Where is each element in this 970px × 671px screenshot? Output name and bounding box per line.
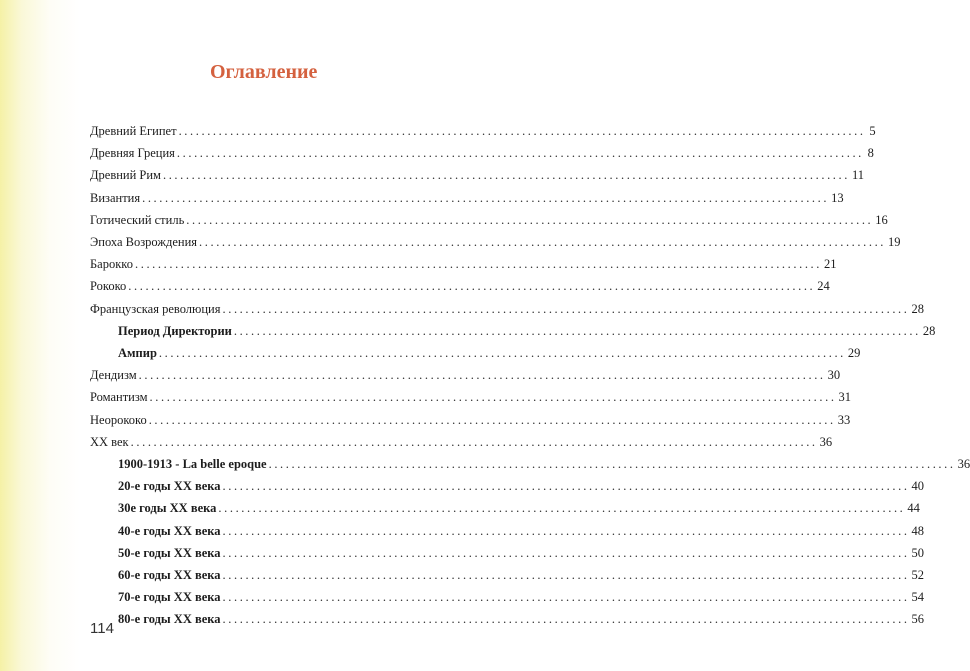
- toc-entry-page: 54: [911, 590, 925, 605]
- toc-entry-label: 40-е годы XX века: [118, 523, 221, 538]
- toc-entry-label: Древний Египет: [90, 124, 177, 138]
- toc-subentry: [118, 498, 920, 518]
- toc-entry-page: 21: [824, 257, 837, 272]
- toc-entry-page: 31: [838, 390, 852, 405]
- leader-dots: ........................................................................................................................: [222, 612, 910, 627]
- toc-subentry: [118, 543, 925, 563]
- toc-entry-label: 30е годы XX века: [118, 501, 217, 516]
- toc-entry-label: Готический стиль: [90, 212, 185, 227]
- leader-dots: ........................................................................................................................: [199, 235, 887, 249]
- toc-entry-label: Древняя Греция: [90, 146, 175, 161]
- toc-entry-label: Рококо: [90, 279, 127, 294]
- toc-entry-page: 36: [957, 457, 970, 471]
- toc-entry-label: Древний Рим: [90, 168, 161, 183]
- leader-dots: ........................................................................................................................: [128, 279, 816, 294]
- toc-entry: [90, 165, 865, 185]
- toc-entry-label: Романтизм: [90, 390, 148, 405]
- toc-entry-page: 24: [817, 279, 830, 294]
- toc-subentry: [118, 454, 970, 474]
- toc-entry-label: Барокко: [90, 257, 133, 272]
- leader-dots: ........................................................................................................................: [148, 412, 836, 427]
- toc-entry-label: Византия: [90, 190, 141, 205]
- toc-subentry: [118, 521, 925, 541]
- leader-dots: ........................................................................................................................: [158, 346, 846, 360]
- toc-entry-page: 44: [907, 501, 920, 516]
- leader-dots: ........................................................................................................................: [176, 146, 864, 161]
- toc-entry: [90, 232, 901, 252]
- toc-entry-label: Эпоха Возрождения: [90, 235, 198, 249]
- toc-entry-page: 40: [911, 479, 925, 494]
- toc-subentry: [118, 321, 936, 341]
- leader-dots: ........................................................................................................................: [142, 190, 830, 205]
- leader-dots: ........................................................................................................................: [222, 301, 910, 316]
- toc-subentry: [118, 587, 925, 607]
- toc-entry-page: 5: [869, 124, 876, 138]
- toc-entry: [90, 143, 874, 163]
- toc-entry-label: 1900-1913 - La belle epoque: [118, 457, 267, 471]
- toc-entry-label: 70-е годы XX века: [118, 590, 221, 605]
- toc-entry: [90, 432, 833, 452]
- toc-entry-page: 30: [827, 368, 841, 383]
- toc-entry: [90, 387, 852, 407]
- leader-dots: ........................................................................................................................: [268, 457, 956, 471]
- leader-dots: ........................................................................................................................: [130, 434, 818, 449]
- leader-dots: ........................................................................................................................: [222, 523, 910, 538]
- toc-subentry: [118, 476, 925, 496]
- toc-entry-page: 13: [831, 190, 844, 205]
- toc-subentry: [118, 609, 925, 629]
- toc-entry-label: XX век: [90, 434, 129, 449]
- leader-dots: ........................................................................................................................: [178, 124, 866, 138]
- leader-dots: ........................................................................................................................: [222, 590, 910, 605]
- leader-dots: ........................................................................................................................: [162, 168, 850, 183]
- leader-dots: ........................................................................................................................: [222, 568, 910, 582]
- toc-entry-label: Период Директории: [118, 323, 232, 338]
- toc-entry-page: 56: [911, 612, 925, 627]
- toc-entry: [90, 188, 844, 208]
- toc-subentry: [118, 343, 861, 363]
- leader-dots: ........................................................................................................................: [222, 479, 910, 494]
- leader-dots: ........................................................................................................................: [138, 368, 826, 383]
- toc-entry-label: Дендизм: [90, 368, 137, 383]
- toc-entry-page: 19: [888, 235, 901, 249]
- toc-entry-page: 52: [911, 568, 925, 582]
- toc-entry: [90, 276, 830, 296]
- leader-dots: ........................................................................................................................: [149, 390, 837, 405]
- toc-entry-page: 28: [922, 323, 936, 338]
- toc-entry-label: 20-е годы XX века: [118, 479, 221, 494]
- toc-entry-page: 50: [911, 545, 925, 560]
- leader-dots: ........................................................................................................................: [135, 257, 822, 272]
- toc-entry-label: 50-е годы XX века: [118, 545, 221, 560]
- toc-entry-page: 33: [837, 412, 851, 427]
- toc-entry: [90, 210, 888, 230]
- leader-dots: ........................................................................................................................: [186, 212, 874, 227]
- page-number: 114: [90, 620, 114, 637]
- toc-entry-page: 11: [851, 168, 865, 183]
- leader-dots: ........................................................................................................................: [222, 545, 910, 560]
- toc-entry: [90, 410, 851, 430]
- toc-entry-page: 48: [911, 523, 925, 538]
- toc-entry-label: 80-е годы XX века: [118, 612, 221, 627]
- toc-entry: [90, 254, 837, 274]
- toc-title: Оглавление: [210, 61, 318, 83]
- toc-entry: [90, 121, 876, 141]
- toc-subentry: [118, 565, 925, 585]
- toc-entry-label: Неорококо: [90, 412, 147, 427]
- toc-entry-label: 60-е годы XX века: [118, 568, 221, 582]
- toc-entry-page: 29: [847, 346, 861, 360]
- toc-entry: [90, 299, 924, 319]
- toc-entry-label: Ампир: [118, 346, 157, 360]
- toc-entry-page: 28: [911, 301, 924, 316]
- toc-entry-page: 8: [867, 146, 874, 161]
- toc-entry-page: 36: [819, 434, 833, 449]
- leader-dots: ........................................................................................................................: [233, 323, 921, 338]
- leader-dots: ........................................................................................................................: [218, 501, 906, 516]
- toc-entry-label: Французская революция: [90, 301, 221, 316]
- toc-entry: [90, 365, 841, 385]
- toc-entry-page: 16: [875, 212, 888, 227]
